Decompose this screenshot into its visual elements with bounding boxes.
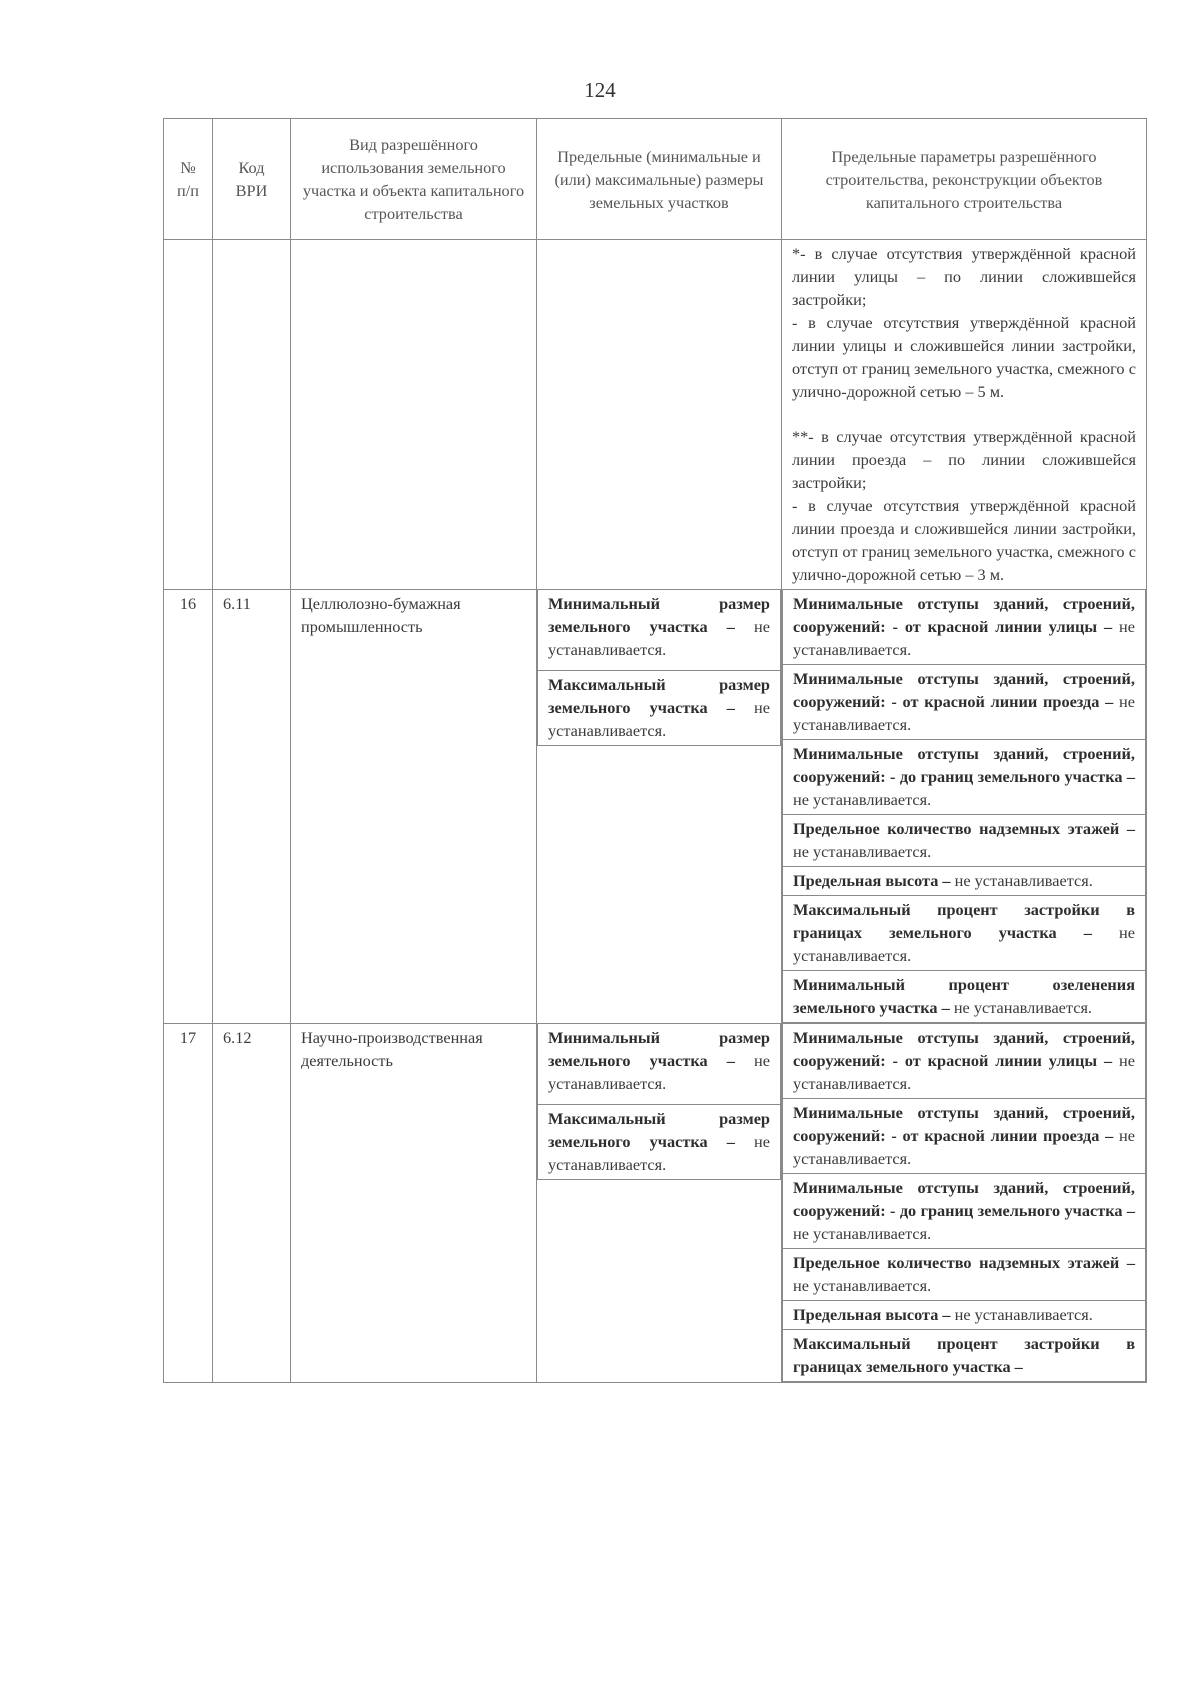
header-plot-size: Предельные (минимальные и (или) максимальные) размеры земельных участков [537,119,782,240]
row-number: 17 [164,1024,213,1383]
param-floors: Предельное количество надземных этажей – не устанавливается. [783,1249,1146,1301]
plot-max-value: не устанавливается. [548,1132,770,1174]
row-number: 16 [164,590,213,1024]
param-setback-street: Минимальные отступы зданий, строений, сооружений: - от красной линии улицы – не устанавливается. [783,590,1146,665]
row-use-type: Научно-производственная деятельность [291,1024,537,1383]
plot-min-label: Минимальный размер земельного участка – [548,1028,770,1070]
plot-max-label: Максимальный размер земельного участка – [548,675,770,717]
note-passage-b: - в случае отсутствия утверждённой красной линии проезда и сложившейся линии застройки, отступ от границ земельного участка, смежного с улично-дорожной сетью – 3 м. [792,496,1136,584]
plot-max-label: Максимальный размер земельного участка – [548,1109,770,1151]
header-use-type: Вид разрешённого использования земельного участка и объекта капитального строительства [291,119,537,240]
header-code: Код ВРИ [213,119,291,240]
regulation-table [163,118,1147,1383]
param-height: Предельная высота – не устанавливается. [783,867,1146,896]
table-header-row [164,119,1147,240]
plot-max-value: не устанавливается. [548,698,770,740]
row-build-params [782,590,1147,1024]
param-coverage: Максимальный процент застройки в границах земельного участка – [783,1330,1146,1382]
table-row-continuation [164,240,1147,590]
note-street-b: - в случае отсутствия утверждённой красной линии улицы и сложившейся линии застройки, отступ от границ земельного участка, смежного с улично-дорожной сетью – 5 м. [792,313,1136,401]
row-code: 6.12 [213,1024,291,1383]
row-plot-size [537,590,782,1024]
param-greenery: Минимальный процент озеленения земельного участка – не устанавливается. [783,971,1146,1023]
param-setback-passage: Минимальные отступы зданий, строений, сооружений: - от красной линии проезда – не устанавливается. [783,665,1146,740]
row-code: 6.11 [213,590,291,1024]
plot-min-value: не устанавливается. [548,1051,770,1093]
note-passage-a: **- в случае отсутствия утверждённой красной линии проезда – по линии сложившейся застройки; [792,427,1136,492]
table-row [164,1024,1147,1383]
param-coverage: Максимальный процент застройки в границах земельного участка – не устанавливается. [783,896,1146,971]
row-use-type: Целлюлозно-бумажная промышленность [291,590,537,1024]
header-build-params: Предельные параметры разрешённого строительства, реконструкции объектов капитального строительства [782,119,1147,240]
plot-min-label: Минимальный размер земельного участка – [548,594,770,636]
param-floors: Предельное количество надземных этажей – не устанавливается. [783,815,1146,867]
row-build-params [782,1024,1147,1383]
setback-notes [782,240,1147,590]
plot-min-value: не устанавливается. [548,617,770,659]
table-row [164,590,1147,1024]
param-setback-street: Минимальные отступы зданий, строений, сооружений: - от красной линии улицы – не устанавливается. [783,1024,1146,1099]
param-setback-passage: Минимальные отступы зданий, строений, сооружений: - от красной линии проезда – не устанавливается. [783,1099,1146,1174]
header-num: № п/п [164,119,213,240]
note-street-a: *- в случае отсутствия утверждённой красной линии улицы – по линии сложившейся застройки; [792,244,1136,309]
param-setback-boundary: Минимальные отступы зданий, строений, сооружений: - до границ земельного участка – не устанавливается. [783,740,1146,815]
page-number: 124 [584,78,616,102]
param-height: Предельная высота – не устанавливается. [783,1301,1146,1330]
param-setback-boundary: Минимальные отступы зданий, строений, сооружений: - до границ земельного участка – не устанавливается. [783,1174,1146,1249]
row-plot-size [537,1024,782,1383]
